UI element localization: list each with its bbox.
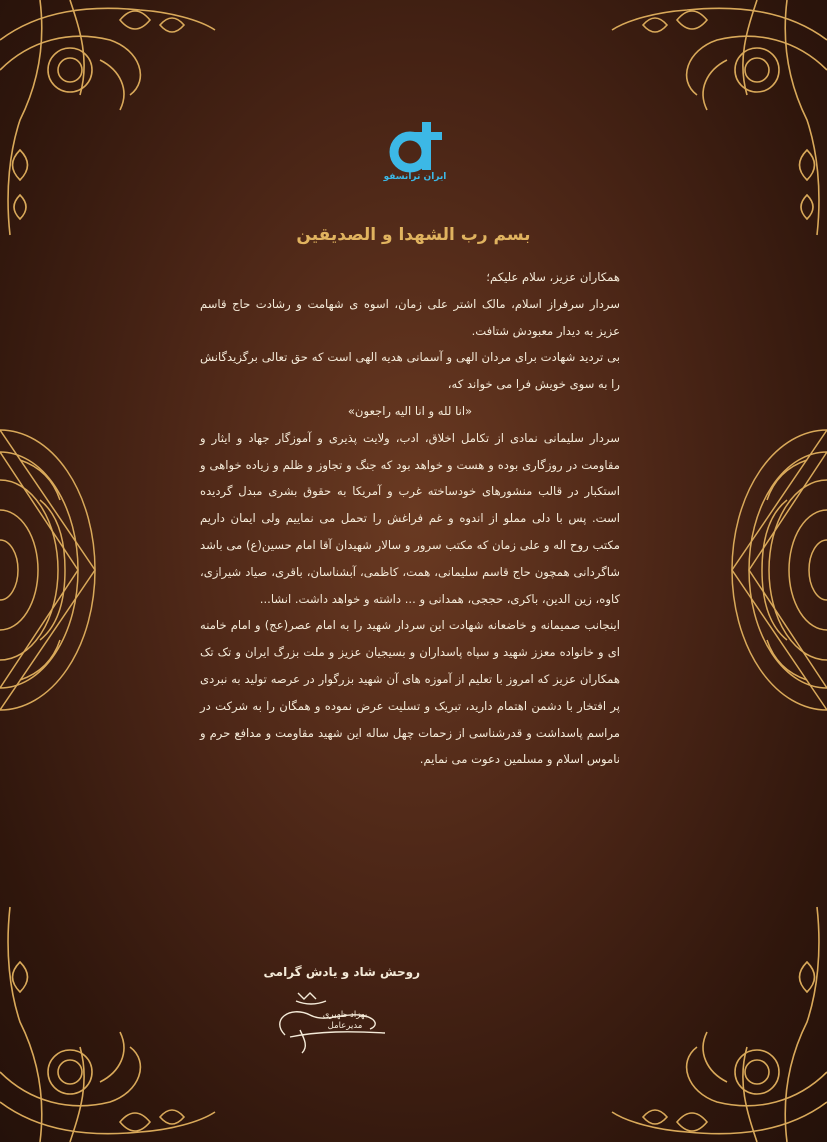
closing-line: روحش شاد و یادش گرامی — [263, 965, 420, 979]
ornament-mandala-left — [0, 420, 105, 720]
logo-caption: ایران ترانسفو — [383, 172, 447, 182]
quran-verse: «انا لله و انا الیه راجعون» — [347, 403, 473, 418]
ornament-bottom-left — [0, 902, 220, 1142]
letter-greeting: همکاران عزیز، سلام علیکم؛ — [486, 270, 620, 284]
page-title: بسم رب الشهدا و الصدیقین — [296, 225, 531, 245]
letter-paragraph: اینجانب صمیمانه و خاضعانه شهادت این سردار شهید را به امام عصر(عج) و امام خامنه ای و خانواده معزز شهید و سپاه پاسداران و بسیجیان عزیز و ملت بزرگ ایران و تک تک همکاران عزیز که امروز با تعلیم از آموزه های آن شهید بزرگوار در عرصه تولید به نبردی پر افتخار با دشمن اهتمام دارید، تبریک و تسلیت عرض نموده و همگان را به شرکت در مراسم پاسداشت و قدرشناسی از زحمات چهل ساله این شهید مقاومت و مدافع حرم و ناموس اسلام و مسلمین دعوت می نمایم. — [200, 618, 620, 767]
signer-role: مدیرعامل — [327, 1021, 363, 1031]
logo-mark-icon — [384, 118, 446, 176]
company-logo — [370, 118, 460, 198]
letter-body — [200, 264, 620, 773]
ornament-top-left — [0, 0, 220, 240]
ornament-top-right — [607, 0, 827, 240]
ornament-mandala-right — [722, 420, 827, 720]
letter-paragraph: سردار سرفراز اسلام، مالک اشتر علی زمان، اسوه ی شهامت و رشادت حاج قاسم عزیز به دیدار معبودش شتافت. — [200, 296, 620, 338]
signer-name: بهزاد ظهیری — [322, 1010, 368, 1020]
ornament-bottom-right — [607, 902, 827, 1142]
signature-caption — [305, 1010, 385, 1032]
letter-paragraph: بی تردید شهادت برای مردان الهی و آسمانی هدیه الهی است که حق تعالی برگزیدگانش را به سوی خویش فرا می خواند که، — [200, 350, 620, 392]
letter-paragraph: سردار سلیمانی نمادی از تکامل اخلاق، ادب، ولایت پذیری و آموزگار جهاد و ایثار و مقاومت در روزگاری بوده و هست و خواهد بود که جنگ و تجاوز و ظلم و زیاده خواهی و استکبار در قالب منشورهای خودساخته غرب و آمریکا به حقوق بشری مبدل گردیده است. پس با دلی مملو از اندوه و غم فراغش را تحمل می نماییم ولی ایمان داریم مکتب روح اله و علی زمان که مکتب سرور و سالار شهیدان آقا امام حسین(ع) می باشد شاگردانی همچون حاج قاسم سلیمانی، همت، کاظمی، آبشناسان، باقری، صیاد شیرازی، کاوه، زین الدین، باکری، حججی، همدانی و ... داشته و خواهد داشت. انشا... — [200, 430, 620, 606]
